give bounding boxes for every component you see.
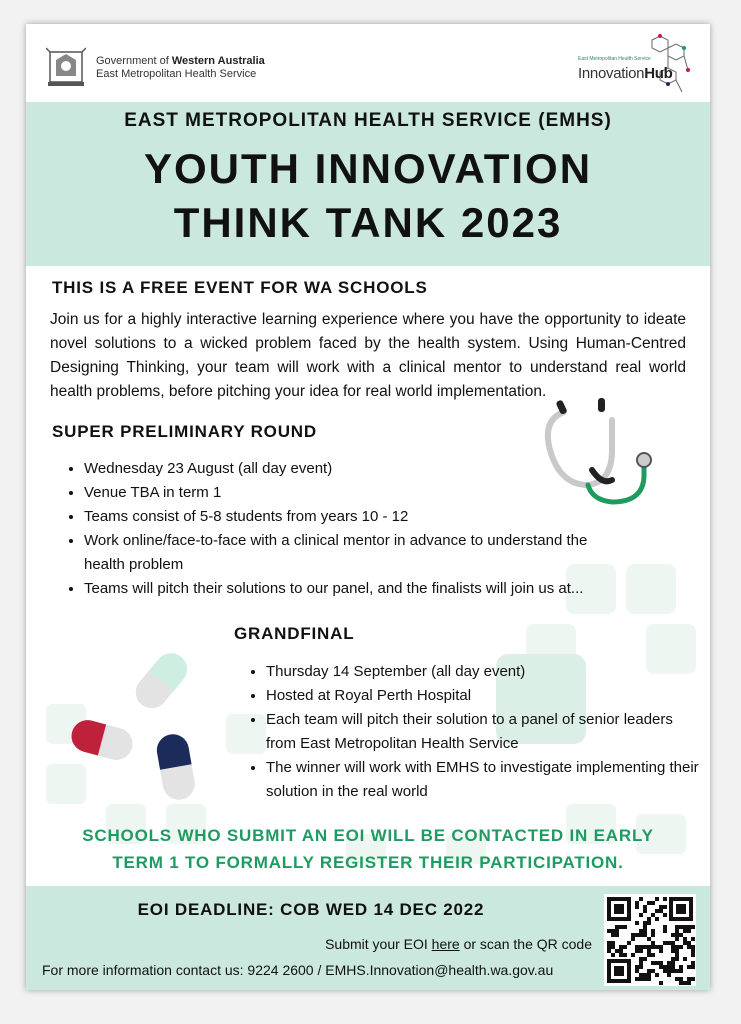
title-banner — [26, 102, 710, 266]
list-item: • Wednesday 23 August (all day event) — [84, 457, 614, 481]
notice-line2: TERM 1 TO FORMALLY REGISTER THEIR PARTICIPATION. — [112, 853, 624, 872]
list-item: • Teams will pitch their solutions to our panel, and the finalists will join us at... — [84, 577, 614, 601]
submit-pre: Submit your EOI — [325, 936, 432, 952]
hub-main-text — [578, 65, 673, 82]
list-item: • Work online/face-to-face with a clinical mentor in advance to understand the health problem — [84, 529, 614, 577]
pills-icon — [66, 646, 206, 806]
intro-heading: THIS IS A FREE EVENT FOR WA SCHOOLS — [52, 278, 428, 297]
gov-wordmark — [96, 55, 265, 81]
hub-main-bold: Hub — [644, 65, 673, 82]
flyer-page — [26, 24, 710, 990]
list-item: • The winner will work with EMHS to investigate implementing their solution in the real world — [266, 756, 706, 804]
gov-line2: East Metropolitan Health Service — [96, 68, 257, 80]
prelim-heading: SUPER PRELIMINARY ROUND — [52, 422, 317, 441]
list-item: • Teams consist of 5-8 students from years 10 - 12 — [84, 505, 614, 529]
event-title — [26, 142, 710, 250]
grandfinal-list — [248, 660, 706, 804]
list-item: • Thursday 14 September (all day event) — [266, 660, 706, 684]
list-item: • Venue TBA in term 1 — [84, 481, 614, 505]
qr-code[interactable] — [604, 894, 696, 986]
header — [26, 24, 710, 102]
hub-main-pre: Innovation — [578, 65, 645, 82]
notice-line1: SCHOOLS WHO SUBMIT AN EOI WILL BE CONTACTED IN EARLY — [82, 826, 654, 845]
hub-small-text: East Metropolitan Health Service — [578, 56, 651, 62]
event-subtitle: EAST METROPOLITAN HEALTH SERVICE (EMHS) — [124, 110, 612, 131]
submit-text — [325, 936, 592, 952]
eoi-deadline: EOI DEADLINE: COB WED 14 DEC 2022 — [137, 900, 485, 919]
submit-post: or scan the QR code — [459, 936, 592, 952]
eoi-link[interactable]: here — [431, 936, 460, 952]
list-item: • Each team will pitch their solution to a panel of senior leaders from East Metropolitan Health Service — [266, 708, 706, 756]
innovation-hub-logo — [572, 32, 692, 98]
wa-crest-icon — [46, 46, 86, 90]
footer — [26, 886, 710, 990]
gov-line1-bold: Western Australia — [171, 55, 265, 67]
grandfinal-heading: GRANDFINAL — [234, 624, 355, 643]
contact-info: For more information contact us: 9224 2600 / EMHS.Innovation@health.wa.gov.au — [42, 962, 554, 978]
title-line2: THINK TANK 2023 — [173, 199, 563, 246]
prelim-list — [66, 457, 614, 601]
title-line1: YOUTH INNOVATION — [143, 145, 593, 192]
intro-text: Join us for a highly interactive learning experience where you have the opportunity to ideate novel solutions to a wicked problem faced by the health system. Using Human-Centred Designing Thinking, your team will work with a clinical mentor to understand real world health problems, before pitching your idea for real world implementation. — [50, 311, 686, 400]
list-item: • Hosted at Royal Perth Hospital — [266, 684, 706, 708]
gov-line1-pre: Government of — [96, 55, 172, 67]
registration-notice — [26, 822, 710, 876]
